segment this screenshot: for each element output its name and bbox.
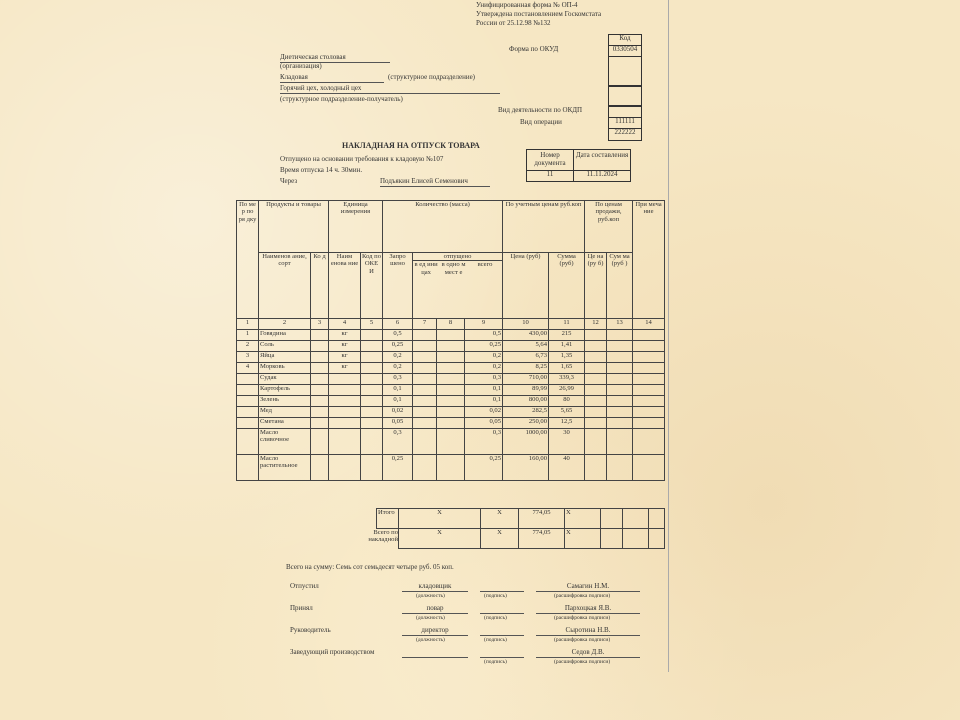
docnum-value: 11 [526,170,574,182]
cell-name: Судак [259,374,311,385]
caption-position: (должность) [416,593,445,599]
colnum: 6 [383,319,413,330]
time-text: Время отпуска 14 ч. 30мин. [280,166,363,174]
cell-sum: 26,99 [549,385,585,396]
cell-u2 [437,341,465,352]
document-title: НАКЛАДНАЯ НА ОТПУСК ТОВАРА [342,141,480,150]
grand-total-row [377,529,665,549]
colnum: 13 [607,319,633,330]
cell-okei [361,374,383,385]
released-sign-line [480,583,524,592]
cell-ss [607,396,633,407]
prod-label: Заведующий производством [290,648,375,656]
cell-okei [361,352,383,363]
docdate-header: Дата составления [573,149,631,171]
grand-x3: X [565,529,601,549]
cell-note [633,374,665,385]
subheader-okei: Код по ОКЕ И [361,253,383,319]
cell-req: 0,1 [383,385,413,396]
cell-price: 89,99 [503,385,549,396]
cell-price: 250,00 [503,418,549,429]
cell-sum: 12,5 [549,418,585,429]
subdivision-name: Кладовая [280,74,384,83]
colnum: 5 [361,319,383,330]
basis-text: Отпущено на основании требования к кладовую №107 [280,155,444,163]
table-row [237,418,665,429]
cell-sum: 80 [549,396,585,407]
cell-code [311,352,329,363]
cell-note [633,429,665,455]
cell-n [237,455,259,481]
recipient-code-cell [608,86,642,106]
okud-code: 0330504 [608,45,642,57]
col-unit-header: Единица измерения [329,201,383,253]
cell-okei [361,341,383,352]
cell-u1 [413,341,437,352]
cell-unit [329,407,361,418]
cell-total: 0,25 [465,455,503,481]
cell-sum: 1,35 [549,352,585,363]
cell-req: 0,1 [383,396,413,407]
code-header-cell: Код [608,34,642,46]
cell-price: 5,64 [503,341,549,352]
cell-u1 [413,396,437,407]
table-row [237,455,665,481]
cell-unit [329,418,361,429]
prod-sign-line [480,649,524,658]
cell-total: 0,05 [465,418,503,429]
cell-total: 0,3 [465,429,503,455]
cell-u2 [437,330,465,341]
released-units-a: в ед ини цах [414,261,438,276]
cell-req: 0,05 [383,418,413,429]
released-position: кладовщик [402,583,468,592]
cell-price: 8,25 [503,363,549,374]
cell-n [237,407,259,418]
caption-position: (должность) [416,615,445,621]
cell-note [633,352,665,363]
cell-sp [585,341,607,352]
total-x3: X [565,509,601,529]
cell-total: 0,2 [465,363,503,374]
cell-code [311,407,329,418]
cell-n [237,429,259,455]
cell-sum: 339,3 [549,374,585,385]
header-row-1 [237,201,665,253]
subheader-unit-name: Наим енова ние [329,253,361,319]
cell-sum: 30 [549,429,585,455]
cell-u2 [437,363,465,374]
cell-unit [329,396,361,407]
cell-sp [585,352,607,363]
total-row [377,509,665,529]
cell-sp [585,374,607,385]
table-row [237,385,665,396]
docnum-header: Номер документа [526,149,574,171]
cell-u1 [413,363,437,374]
cell-n [237,418,259,429]
cell-note [633,363,665,374]
colnum: 11 [549,319,585,330]
cell-total: 0,25 [465,341,503,352]
head-name: Сыротина Н.В. [536,627,640,636]
caption-name: (расшифровка подписи) [554,659,611,665]
table-row [237,407,665,418]
cell-u1 [413,374,437,385]
cell-okei [361,407,383,418]
cell-note [633,385,665,396]
cell-total: 0,2 [465,352,503,363]
code-value-2: 222222 [608,128,642,141]
colnum: 9 [465,319,503,330]
grand-sum: 774,05 [519,529,565,549]
colnum: 14 [633,319,665,330]
cell-n [237,385,259,396]
grand-x2: X [481,529,519,549]
table-row [237,429,665,455]
cell-code [311,363,329,374]
subheader-sale-sum: Сум ма (руб ) [607,253,633,319]
caption-sign: (подпись) [484,659,507,665]
cell-name: Зелень [259,396,311,407]
cell-price: 710,00 [503,374,549,385]
cell-total: 0,1 [465,396,503,407]
cell-note [633,396,665,407]
caption-name: (расшифровка подписи) [554,593,611,599]
form-line-1: Унифицированная форма № ОП-4 [476,1,578,9]
cell-unit [329,374,361,385]
through-label: Через [280,177,298,185]
cell-ss [607,407,633,418]
cell-code [311,374,329,385]
table-row [237,341,665,352]
cell-code [311,385,329,396]
colnum: 2 [259,319,311,330]
org-name: Диетическая столовая [280,54,390,63]
cell-sp [585,363,607,374]
table-row [237,374,665,385]
cell-name: Яйца [259,352,311,363]
total-sum: 774,05 [519,509,565,529]
cell-u2 [437,429,465,455]
cell-n: 2 [237,341,259,352]
cell-req: 0,3 [383,374,413,385]
cell-ss [607,341,633,352]
table-row [237,352,665,363]
col-account-price-header: По учетным ценам руб.коп [503,201,585,253]
cell-total: 0,1 [465,385,503,396]
caption-position: (должность) [416,637,445,643]
cell-sp [585,429,607,455]
col-sale-price-header: По ценам продажи, руб.коп [585,201,633,253]
cell-ss [607,429,633,455]
recipient-caption: (структурное подразделение-получатель) [280,95,403,103]
cell-u1 [413,385,437,396]
cell-price: 800,00 [503,396,549,407]
table-row [237,396,665,407]
released-one-place: в одно м мест е [441,261,466,276]
invoice-document [236,0,668,672]
cell-u2 [437,418,465,429]
accepted-position: повар [402,605,468,614]
colnum: 10 [503,319,549,330]
cell-unit: кг [329,341,361,352]
cell-code [311,330,329,341]
caption-sign: (подпись) [484,593,507,599]
form-line-2: Утверждена постановлением Госкомстата [476,10,602,18]
colnum: 3 [311,319,329,330]
cell-u2 [437,407,465,418]
col-number-header: По ме р по ря дку [237,201,259,319]
cell-sp [585,330,607,341]
cell-note [633,407,665,418]
cell-name: Говядина [259,330,311,341]
grand-total-label-cell [368,529,399,549]
cell-u1 [413,455,437,481]
grand-total-label: Всего по накладной [368,529,398,544]
cell-sp [585,396,607,407]
subheader-released [413,253,503,319]
cell-ss [607,363,633,374]
cell-sp [585,385,607,396]
accepted-sign-line [480,605,524,614]
goods-table [236,200,665,481]
cell-okei [361,330,383,341]
code-value-1: 111111 [608,117,642,129]
subheader-requested: Запро шено [383,253,413,319]
subheader-sum: Сумма (руб) [549,253,585,319]
cell-name: Сметана [259,418,311,429]
cell-name: Масло растительное [259,455,311,481]
recipient-name: Горячий цех, холодный цех [280,85,500,94]
cell-req: 0,3 [383,429,413,455]
released-name: Самагин Н.М. [536,583,640,592]
cell-u1 [413,330,437,341]
subheader-price: Цена (руб) [503,253,549,319]
cell-ss [607,352,633,363]
cell-code [311,418,329,429]
cell-code [311,429,329,455]
through-name: Подъякин Елисей Семенович [380,178,490,187]
cell-name: Мед [259,407,311,418]
colnum: 12 [585,319,607,330]
subheader-sale-price: Це на (ру б) [585,253,607,319]
cell-ss [607,330,633,341]
cell-code [311,455,329,481]
cell-name: Соль [259,341,311,352]
cell-req: 0,2 [383,352,413,363]
cell-sp [585,407,607,418]
docdate-value: 11.11.2024 [573,170,631,182]
operation-label: Вид операции [520,118,562,126]
head-position: директор [402,627,468,636]
caption-name: (расшифровка подписи) [554,637,611,643]
cell-note [633,330,665,341]
cell-code [311,341,329,352]
cell-req: 0,2 [383,363,413,374]
caption-sign: (подпись) [484,637,507,643]
okud-label: Форма по ОКУД [509,45,559,53]
table-row [237,363,665,374]
cell-req: 0,25 [383,341,413,352]
cell-unit: кг [329,363,361,374]
amount-text: Всего на сумму: Семь сот семьдесят четыре руб. 05 коп. [286,563,454,571]
totals-table [368,508,665,549]
cell-unit [329,455,361,481]
cell-price: 6,73 [503,352,549,363]
form-line-3: России от 25.12.98 №132 [476,19,551,27]
cell-sp [585,455,607,481]
cell-name: Картофель [259,385,311,396]
cell-sum: 1,41 [549,341,585,352]
cell-u2 [437,455,465,481]
cell-sum: 40 [549,455,585,481]
okdp-label: Вид деятельности по ОКДП [498,106,583,114]
page-edge-line [668,0,669,672]
cell-name: Масло сливочное [259,429,311,455]
org-caption: (организация) [280,62,322,70]
cell-ss [607,418,633,429]
col-products-header: Продукты и товары [259,201,329,253]
cell-ss [607,385,633,396]
cell-name: Морковь [259,363,311,374]
cell-okei [361,363,383,374]
cell-n: 3 [237,352,259,363]
cell-req: 0,25 [383,455,413,481]
cell-okei [361,418,383,429]
cell-u1 [413,407,437,418]
cell-unit: кг [329,352,361,363]
cell-okei [361,429,383,455]
cell-sum: 5,65 [549,407,585,418]
total-x2: X [481,509,519,529]
cell-sum: 215 [549,330,585,341]
cell-price: 1000,00 [503,429,549,455]
header-row-2 [237,253,665,319]
cell-u2 [437,396,465,407]
cell-ss [607,455,633,481]
colnum: 7 [413,319,437,330]
released-label: отпущено [413,253,502,261]
accepted-label: Принял [290,604,313,612]
colnum: 8 [437,319,465,330]
cell-okei [361,455,383,481]
colnum: 1 [237,319,259,330]
cell-u1 [413,418,437,429]
cell-note [633,341,665,352]
cell-u2 [437,374,465,385]
cell-note [633,455,665,481]
cell-ss [607,374,633,385]
table-row [237,330,665,341]
col-quantity-header: Количество (масса) [383,201,503,253]
head-sign-line [480,627,524,636]
cell-okei [361,396,383,407]
cell-total: 0,5 [465,330,503,341]
cell-sum: 1,65 [549,363,585,374]
cell-unit [329,385,361,396]
column-numbers-row [237,319,665,330]
cell-price: 160,00 [503,455,549,481]
cell-u2 [437,352,465,363]
cell-total: 0,3 [465,374,503,385]
colnum: 4 [329,319,361,330]
caption-sign: (подпись) [484,615,507,621]
subdivision-caption: (структурное подразделение) [388,73,476,81]
cell-n [237,374,259,385]
org-code-cell [608,56,642,86]
cell-n: 4 [237,363,259,374]
cell-req: 0,5 [383,330,413,341]
cell-price: 282,5 [503,407,549,418]
total-label: Итого [377,509,399,529]
caption-name: (расшифровка подписи) [554,615,611,621]
cell-u1 [413,352,437,363]
col-note-header: При меча ние [633,201,665,319]
accepted-name: Пархоцкая Я.В. [536,605,640,614]
subheader-name: Наименов ание, сорт [259,253,311,319]
cell-note [633,418,665,429]
grand-x1: X [399,529,481,549]
cell-code [311,396,329,407]
cell-n: 1 [237,330,259,341]
subheader-code: Ко д [311,253,329,319]
released-label: Отпустил [290,582,319,590]
head-label: Руководитель [290,626,331,634]
prod-position-line [402,649,468,658]
cell-u2 [437,385,465,396]
cell-unit [329,429,361,455]
cell-total: 0,02 [465,407,503,418]
cell-n [237,396,259,407]
total-x1: X [399,509,481,529]
cell-req: 0,02 [383,407,413,418]
cell-unit: кг [329,330,361,341]
cell-u1 [413,429,437,455]
released-total: всего [477,261,493,269]
cell-okei [361,385,383,396]
prod-name: Седов Д.В. [536,649,640,658]
cell-price: 430,00 [503,330,549,341]
cell-sp [585,418,607,429]
